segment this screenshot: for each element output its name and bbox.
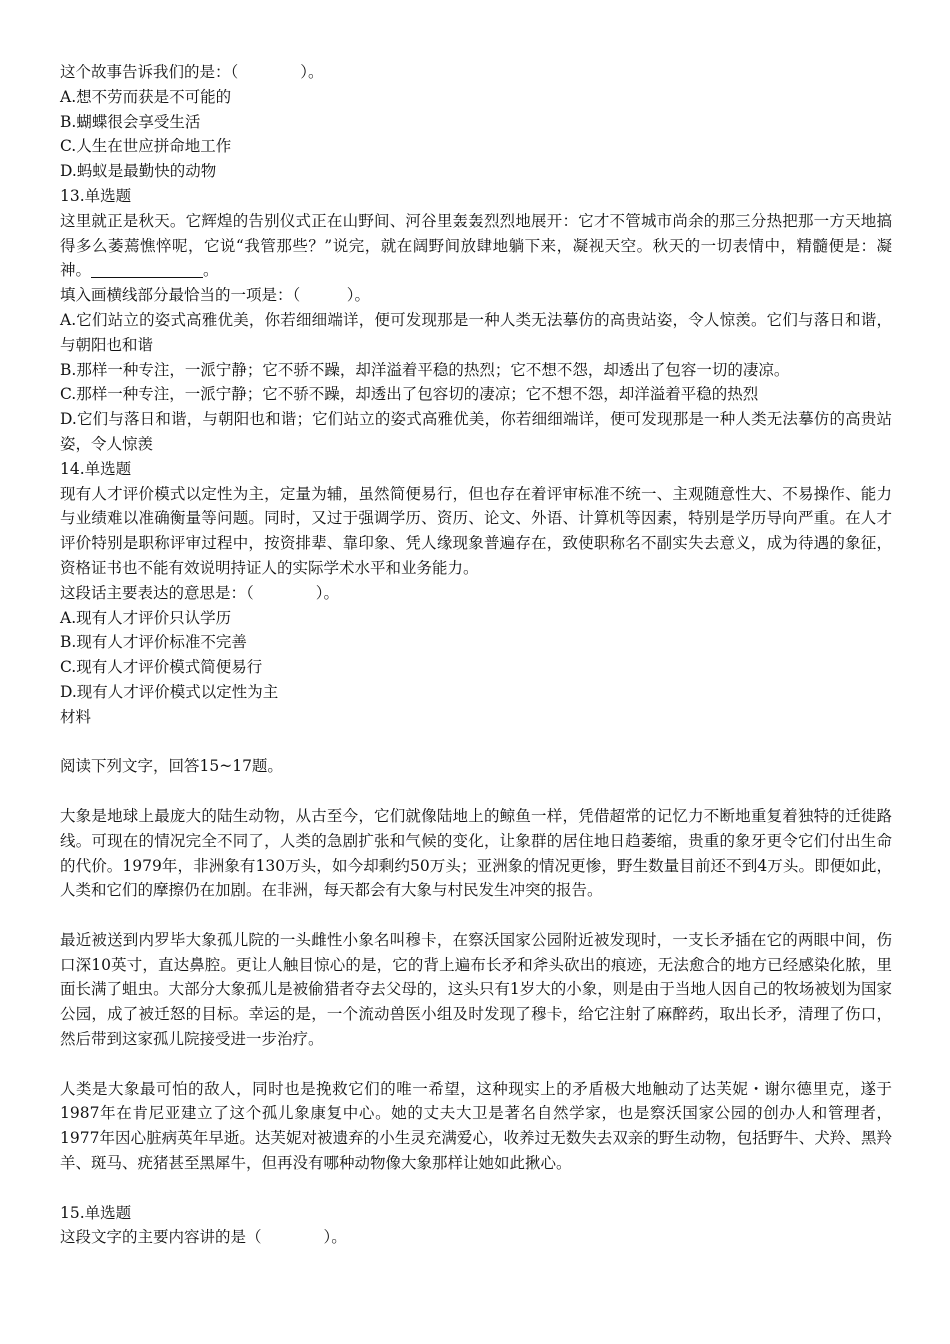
material-paragraph-3: 人类是大象最可怕的敌人，同时也是挽救它们的唯一希望，这种现实上的矛盾极大地触动了达芙妮・谢尔德里克，遂于1987年在肯尼亚建立了这个孤儿象康复中心。她的丈夫大卫是著名自然学家，也是察沃国家公园的创办人和管理者，1977年因心脏病英年早逝。达芙妮对被遗弃的小生灵充满爱心，收养过无数失去双亲的野生动物，包括野牛、犬羚、黑羚羊、斑马、疣猪甚至黑犀牛，但再没有哪种动物像大象那样让她如此揪心。	[60, 1079, 892, 1173]
q13-passage-end: 。	[203, 261, 219, 280]
q13-prompt: 填入画横线部分最恰当的一项是：（ ）。	[60, 286, 371, 305]
q15-prompt: 这段文字的主要内容讲的是（ ）。	[60, 1228, 347, 1247]
q14-prompt: 这段话主要表达的意思是：（ ）。	[60, 583, 340, 602]
fill-blank-line	[91, 261, 203, 278]
q14-option-d: D.现有人才评价模式以定性为主	[60, 682, 279, 701]
material-paragraph-1: 大象是地球上最庞大的陆生动物，从古至今，它们就像陆地上的鲸鱼一样，凭借超常的记忆力不断地重复着独特的迁徙路线。可现在的情况完全不同了，人类的急剧扩张和气候的变化，让象群的居住地日趋萎缩，贵重的象牙更令它们付出生命的代价。1979年，非洲象有130万头，如今却剩约50万头；亚洲象的情况更惨，野生数量目前还不到4万头。即便如此，人类和它们的摩擦仍在加剧。在非洲，每天都会有大象与村民发生冲突的报告。	[60, 806, 892, 900]
material-label: 材料	[60, 707, 92, 726]
q12-option-b: B.蝴蝶很会享受生活	[60, 112, 201, 131]
q12-prompt: 这个故事告诉我们的是：（ ）。	[60, 63, 324, 81]
exam-page	[60, 60, 892, 1250]
q14-option-b: B.现有人才评价标准不完善	[60, 633, 247, 652]
q13-header: 13.单选题	[60, 186, 132, 205]
q14-option-c: C.现有人才评价模式简便易行	[60, 658, 263, 677]
q12-option-a: A.想不劳而获是不可能的	[60, 87, 232, 106]
material-paragraph-2: 最近被送到内罗毕大象孤儿院的一头雌性小象名叫穆卡，在察沃国家公园附近被发现时，一支长矛插在它的两眼中间，伤口深10英寸，直达鼻腔。更让人触目惊心的是，它的背上遍布长矛和斧头砍出的痕迹，无法愈合的地方已经感染化脓，里面长满了蛆虫。大部分大象孤儿是被偷猎者夺去父母的，这头只有1岁大的小象，则是由于当地人因自己的牧场被划为国家公园，成了被迁怒的目标。幸运的是，一个流动兽医小组及时发现了穆卡，给它注射了麻醉药，取出长矛，清理了伤口，然后带到这家孤儿院接受进一步治疗。	[60, 930, 892, 1049]
material-intro: 阅读下列文字，回答15~17题。	[60, 757, 283, 776]
q14-header: 14.单选题	[60, 459, 132, 478]
q14-passage: 现有人才评价模式以定性为主，定量为辅，虽然简便易行，但也存在着评审标准不统一、主观随意性大、不易操作、能力与业绩难以准确衡量等问题。同时，又过于强调学历、资历、论文、外语、计算机等因素，特别是学历导向严重。在人才评价特别是职称评审过程中，按资排辈、靠印象、凭人缘现象普遍存在，致使职称名不副实失去意义，成为待遇的象征，资格证书也不能有效说明持证人的实际学术水平和业务能力。	[60, 484, 892, 577]
q14-option-a: A.现有人才评价只认学历	[60, 608, 232, 627]
q12-option-c: C.人生在世应拼命地工作	[60, 137, 232, 156]
q13-option-a: A.它们站立的姿式高雅优美，你若细细端详，便可发现那是一种人类无法摹仿的高贵站姿，令人惊羡。它们与落日和谐，与朝阳也和谐	[60, 310, 892, 354]
q13-passage	[60, 209, 892, 283]
q13-option-d: D.它们与落日和谐，与朝阳也和谐；它们站立的姿式高雅优美，你若细细端详，便可发现那是一种人类无法摹仿的高贵站姿，令人惊羡	[60, 410, 892, 453]
q13-option-c: C.那样一种专注，一派宁静；它不骄不躁，却透出了包容切的凄凉；它不想不怨，却洋溢着平稳的热烈	[60, 385, 759, 404]
q13-option-b: B.那样一种专注，一派宁静；它不骄不躁，却洋溢着平稳的热烈；它不想不怨，却透出了包容一切的凄凉。	[60, 360, 790, 379]
q13-passage-text: 这里就正是秋天。它辉煌的告别仪式正在山野间、河谷里轰轰烈烈地展开：它才不管城市尚余的那三分热把那一方天地搞得多么萎蔫憔悴呢，它说“我管那些？”说完，就在阔野间放肆地躺下来，凝视天空。秋天的一切表情中，精髓便是：凝神。	[60, 211, 892, 280]
q12-option-d: D.蚂蚁是最勤快的动物	[60, 162, 217, 181]
q15-header: 15.单选题	[60, 1203, 132, 1222]
